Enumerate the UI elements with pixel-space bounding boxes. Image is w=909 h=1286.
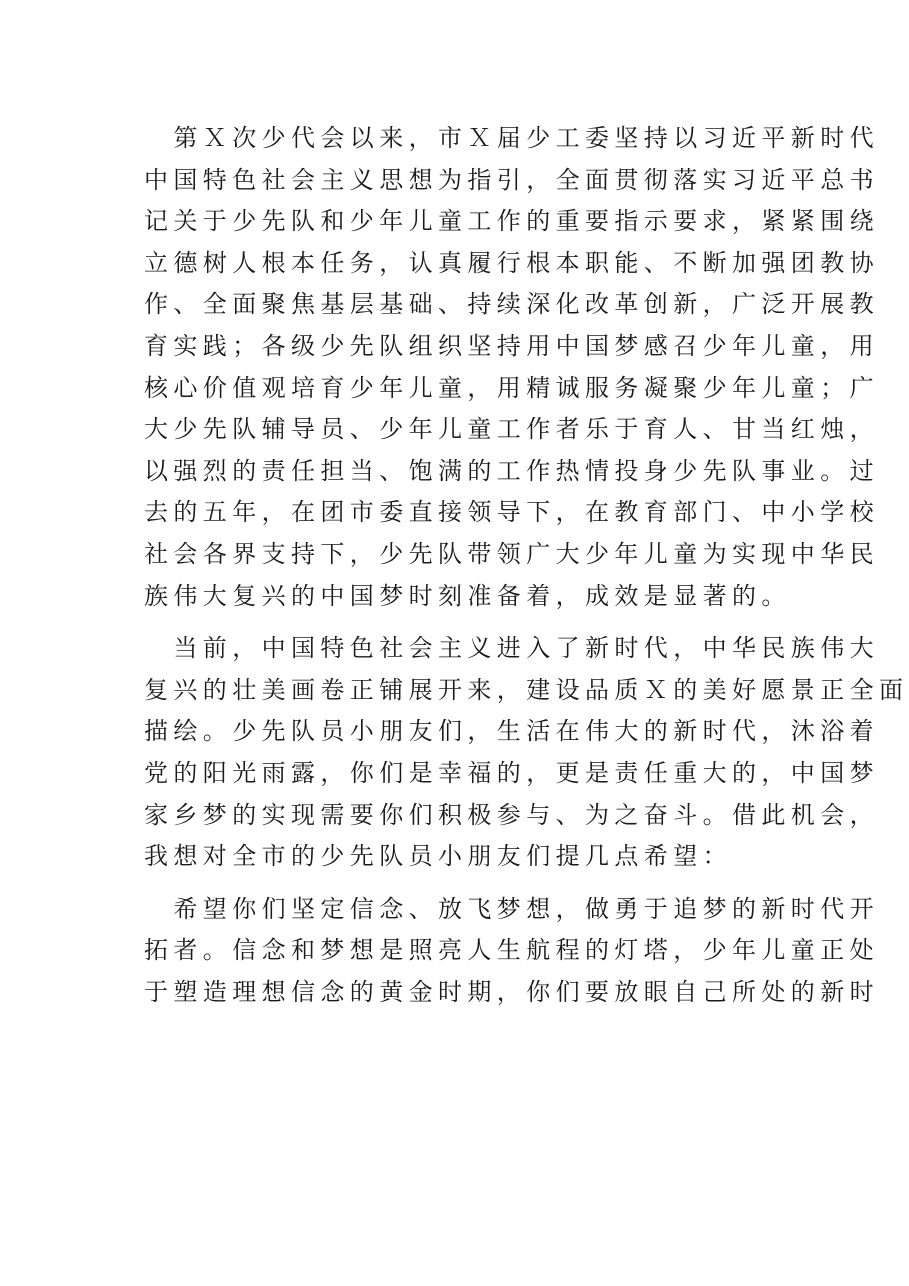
- text-line: 以强烈的责任担当、饱满的工作热情投身少先队事业。过: [144, 456, 879, 485]
- text-line: 第Ｘ次少代会以来，市Ｘ届少工委坚持以习近平新时代: [144, 124, 879, 152]
- text-line: 我想对全市的少先队员小朋友们提几点希望：: [144, 842, 732, 871]
- text-line: 大少先队辅导员、少年儿童工作者乐于育人、甘当红烛，: [144, 415, 879, 444]
- paragraph-3: [144, 889, 879, 1014]
- text-line: 核心价值观培育少年儿童，用精诚服务凝聚少年儿童；广: [144, 373, 879, 402]
- text-line: 当前，中国特色社会主义进入了新时代，中华民族伟大: [144, 634, 879, 663]
- text-line: 希望你们坚定信念、放飞梦想，做勇于追梦的新时代开: [144, 894, 879, 923]
- text-line: 描绘。少先队员小朋友们，生活在伟大的新时代，沐浴着: [144, 717, 879, 746]
- text-line: 记关于少先队和少年儿童工作的重要指示要求，紧紧围绕: [144, 207, 879, 236]
- text-line: 社会各界支持下，少先队带领广大少年儿童为实现中华民: [144, 539, 879, 568]
- text-line: 立德树人根本任务，认真履行根本职能、不断加强团教协: [144, 248, 879, 277]
- text-line: 复兴的壮美画卷正铺展开来，建设品质Ｘ的美好愿景正全面: [144, 675, 909, 704]
- paragraph-2: [144, 628, 909, 878]
- text-line: 作、全面聚焦基层基础、持续深化改革创新，广泛开展教: [144, 290, 879, 319]
- text-line: 于塑造理想信念的黄金时期，你们要放眼自己所处的新时: [144, 977, 879, 1006]
- text-line: 家乡梦的实现需要你们积极参与、为之奋斗。借此机会，: [144, 800, 879, 829]
- body-text: [144, 118, 909, 1024]
- paragraph-1: [144, 118, 879, 617]
- text-line: 族伟大复兴的中国梦时刻准备着，成效是显著的。: [144, 581, 791, 610]
- text-line: 中国特色社会主义思想为指引，全面贯彻落实习近平总书: [144, 165, 879, 194]
- text-line: 党的阳光雨露，你们是幸福的，更是责任重大的，中国梦: [144, 758, 879, 787]
- text-line: 育实践；各级少先队组织坚持用中国梦感召少年儿童，用: [144, 331, 879, 360]
- text-line: 拓者。信念和梦想是照亮人生航程的灯塔，少年儿童正处: [144, 936, 879, 965]
- text-line: 去的五年，在团市委直接领导下，在教育部门、中小学校: [144, 498, 879, 527]
